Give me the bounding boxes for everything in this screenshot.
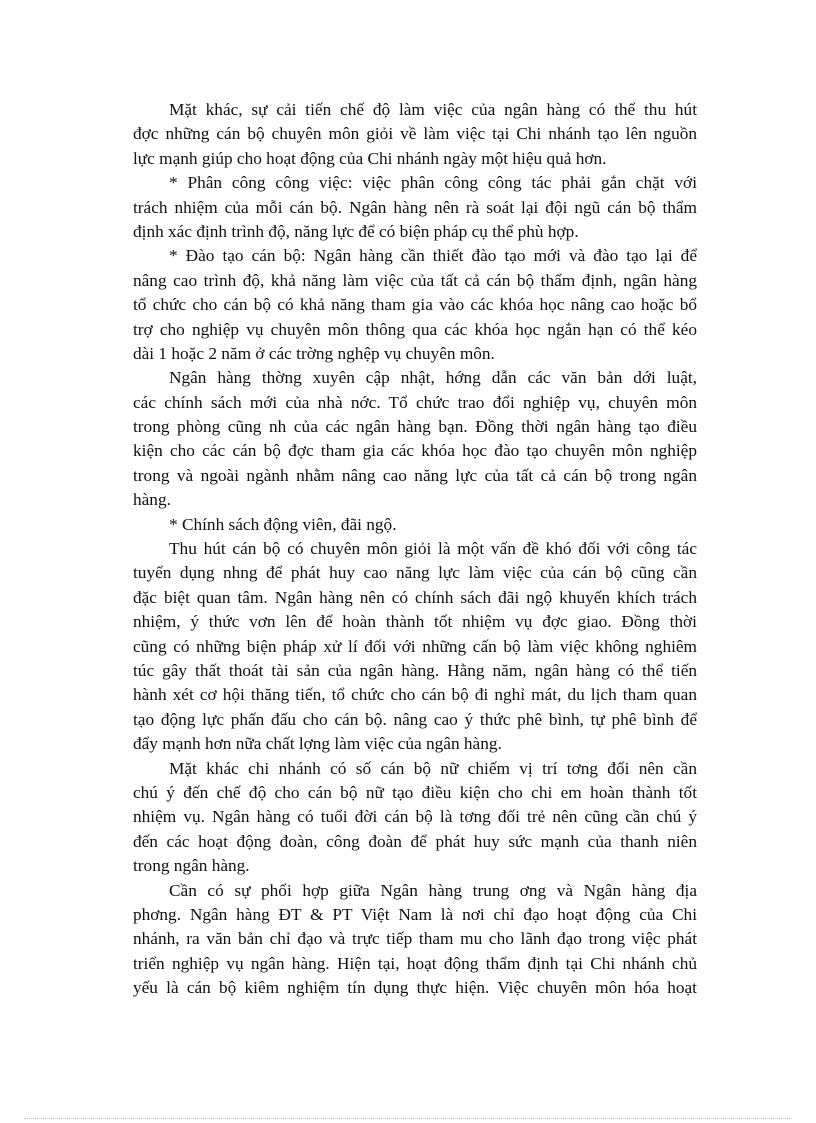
- text-line: Thu hút cán bộ có chuyên môn giỏi là một vấn đề khó đối với công tác: [169, 539, 697, 559]
- text-line: phơng. Ngân hàng ĐT & PT Việt Nam là nơi chỉ đạo hoạt động của Chi: [133, 904, 697, 924]
- text-line: tuyển dụng nhng để phát huy cao năng lực làm việc của cán bộ cũng cần: [133, 563, 697, 583]
- text-line: đẩy mạnh hơn nữa chất lợng làm việc của ngân hàng.: [133, 734, 502, 754]
- text-line: các chính sách mới của nhà nớc. Tổ chức trao đổi nghiệp vụ, chuyên môn: [133, 392, 697, 412]
- text-line: * Đào tạo cán bộ: Ngân hàng cần thiết đào tạo mới và đào tạo lại để: [169, 246, 697, 266]
- text-line: Ngân hàng thờng xuyên cập nhật, hớng dẫn các văn bản dới luật,: [169, 368, 697, 388]
- text-line: Mặt khác, sự cải tiến chế độ làm việc của ngân hàng có thể thu hút: [169, 100, 697, 119]
- text-line: triển nghiệp vụ ngân hàng. Hiện tại, hoạt động thẩm định tại Chi nhánh chủ: [133, 953, 697, 973]
- text-line: Cần có sự phối hợp giữa Ngân hàng trung ơng và Ngân hàng địa: [169, 880, 697, 900]
- text-line: hành xét cơ hội thăng tiến, tổ chức cho cán bộ đi nghỉ mát, du lịch tham quan: [133, 685, 697, 705]
- text-line: đợc những cán bộ chuyên môn giỏi về làm việc tại Chi nhánh tạo lên nguồn: [133, 124, 697, 144]
- text-line: nhánh, ra văn bản chỉ đạo và trực tiếp tham mu cho lãnh đạo trong việc phát: [133, 929, 697, 949]
- text-line: hàng.: [133, 490, 171, 510]
- text-line: trợ cho nghiệp vụ chuyên môn thông qua các khóa học ngắn hạn có thể kéo: [133, 319, 697, 339]
- text-line: chú ý đến chế độ cho cán bộ nữ tạo điều kiện cho chi em hoàn thành tốt: [133, 782, 697, 802]
- text-line: trong phòng cũng nh của các ngân hàng bạn. Đồng thời ngân hàng tạo điều: [133, 417, 697, 437]
- text-line: * Chính sách động viên, đãi ngộ.: [169, 514, 397, 534]
- text-line: * Phân công công việc: việc phân công công tác phải gắn chặt với: [169, 173, 697, 193]
- text-line: túc gây thất thoát tài sản của ngân hàng. Hằng năm, ngân hàng có thể tiến: [133, 660, 697, 680]
- page-bottom-dotted-rule: [24, 1118, 792, 1119]
- text-line: nâng cao trình độ, khả năng làm việc của tất cả cán bộ thẩm định, ngân hàng: [133, 270, 697, 290]
- text-line: cũng có những biện pháp xử lí đối với những cấn bộ làm việc không nghiêm: [133, 636, 697, 656]
- text-line: tạo động lực phấn đấu cho cán bộ. nâng cao ý thức phê bình, tự phê bình để: [133, 709, 697, 729]
- text-line: trong và ngoài ngành nhằm nâng cao năng lực của tất cả cán bộ trong ngân: [133, 465, 697, 485]
- document-body: [133, 98, 697, 1000]
- text-line: trách nhiệm của mỗi cán bộ. Ngân hàng nên rà soát lại đội ngũ cán bộ thẩm: [133, 197, 697, 217]
- text-line: đến các hoạt động đoàn, công đoàn để phát huy sức mạnh của thanh niên: [133, 831, 697, 851]
- text-line: trong ngân hàng.: [133, 856, 250, 876]
- text-line: tổ chức cho cán bộ có khả năng tham gia vào các khóa học nâng cao hoặc bổ: [133, 295, 697, 315]
- text-line: nhiệm, ý thức vơn lên để hoàn thành tốt nhiệm vụ đợc giao. Đồng thời: [133, 612, 697, 632]
- text-line: lực mạnh giúp cho hoạt động của Chi nhánh ngày một hiệu quả hơn.: [133, 148, 607, 168]
- text-line: Mặt khác chi nhánh có số cán bộ nữ chiếm vị trí tơng đối nên cần: [169, 758, 697, 778]
- text-line: kiện cho các cán bộ đợc tham gia các khóa học đào tạo chuyên môn nghiệp: [133, 441, 697, 461]
- text-line: dài 1 hoặc 2 năm ở các trờng nghệp vụ chuyên môn.: [133, 343, 495, 363]
- text-line: yếu là cán bộ kiêm nghiệm tín dụng thực hiện. Việc chuyên môn hóa hoạt: [133, 978, 697, 998]
- text-line: định xác định trình độ, năng lực để có biện pháp cụ thể phù hợp.: [133, 221, 579, 241]
- text-line: nhiệm vụ. Ngân hàng có tuổi đời cán bộ là tơng đối trẻ nên cũng cần chú ý: [133, 807, 697, 827]
- text-line: đặc biệt quan tâm. Ngân hàng nên có chính sách đãi ngộ khuyến khích trách: [133, 587, 697, 607]
